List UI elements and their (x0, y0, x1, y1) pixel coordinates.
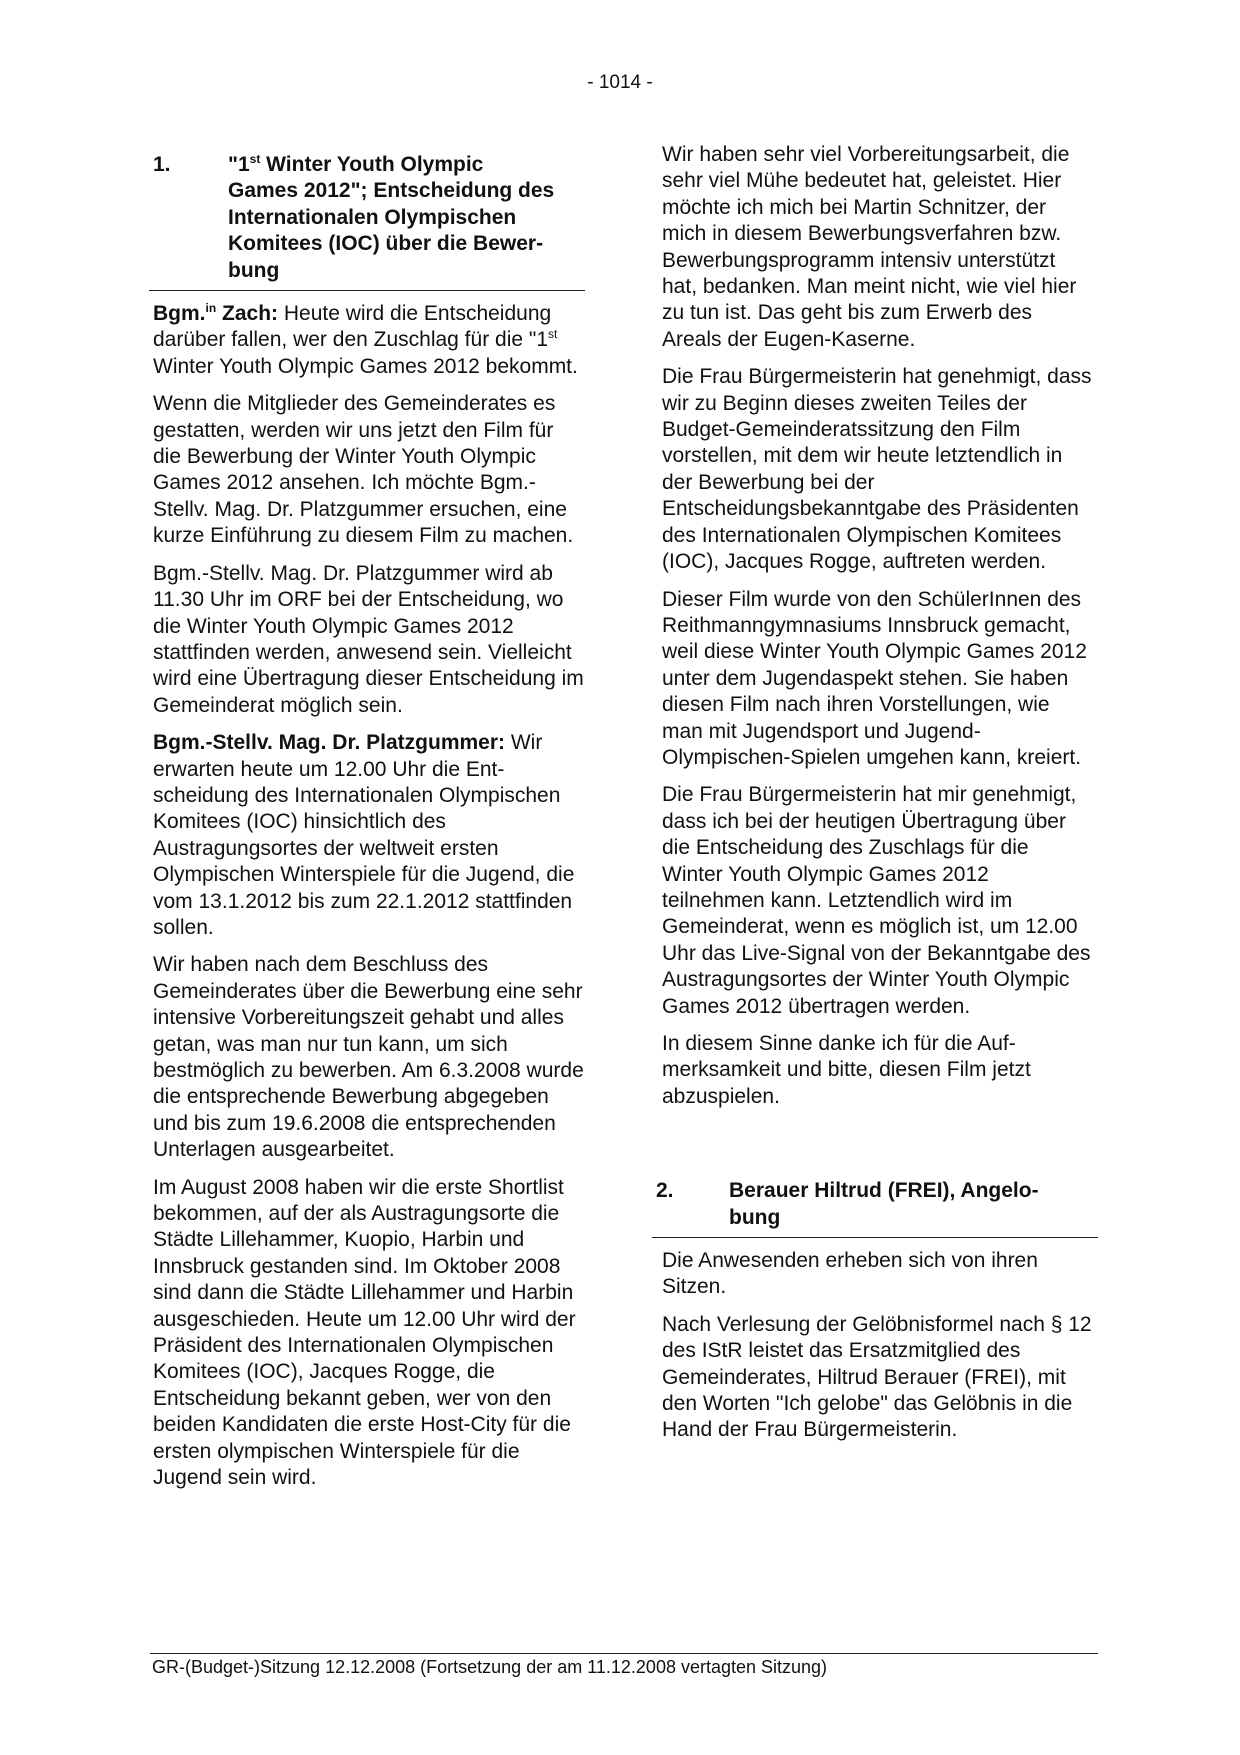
right-column (656, 142, 1094, 1455)
paragraph: Wir haben nach dem Beschluss des Gemeinderates über die Bewerbung eine sehr intensive Vorbereitungszeit gehabt und alles getan, was man nur tun kann, um sich bestmöglich zu bewerben. Am 6.3.2008 wurde die entsprechende Bewerbung abgegeben und bis zum 19.6.2008 die entsprechenden Unterlagen ausgearbeitet. (153, 953, 584, 1162)
paragraph: Die Anwesenden erheben sich von ihren Sitzen. (662, 1249, 1038, 1299)
paragraph: Dieser Film wurde von den SchülerInnen des Reithmanngymnasiums Innsbruck gemacht, weil diese Winter Youth Olympic Games 2012 unter dem Jugendaspekt stehen. Sie haben diesen Film nach ihren Vorstellungen, wie man mit Jugendsport und Jugend-Olympischen-Spielen umgehen kann, kreiert. (662, 587, 1087, 769)
paragraph: Wir haben sehr viel Vorbereitungsarbeit, die sehr viel Mühe bedeutet hat, geleistet. Hier möchte ich mich bei Martin Schnitzer, der mich in diesem Bewerbungsverfahren bzw. Bewerbungsprogramm intensiv unterstützt hat, bedanken. Man meint nicht, wie viel hier zu tun ist. Das geht bis zum Erwerb des Areals der Eugen-Kaserne. (662, 143, 1077, 351)
agenda-item-2-heading (656, 1178, 1094, 1237)
page-number: - 1014 - (587, 72, 653, 93)
paragraph: In diesem Sinne danke ich für die Aufmerksamkeit und bitte, diesen Film jetzt abzuspielen. (662, 1032, 1031, 1108)
agenda-item-1-number: 1. (153, 153, 171, 176)
left-column (153, 152, 585, 1503)
footer-divider (150, 1653, 1098, 1654)
agenda-item-1-heading (153, 152, 585, 290)
paragraph: Wenn die Mitglieder des Gemeinderates es gestatten, werden wir uns jetzt den Film für die Bewerbung der Winter Youth Olympic Games 2012 ansehen. Ich möchte Bgm.-Stellv. Mag. Dr. Platzgummer ersuchen, eine kurze Einführung zu diesem Film zu machen. (153, 392, 574, 548)
paragraph: Die Frau Bürgermeisterin hat mir genehmigt, dass ich bei der heutigen Übertragung über die Entscheidung des Zuschlags für die Winter Youth Olympic Games 2012 teilnehmen kann. Letztendlich wird im Gemeinderat, wenn es möglich ist, um 12.00 Uhr das Live-Signal von der Bekanntgabe des Austragungsortes der Winter Youth Olympic Games 2012 übertragen werden. (662, 783, 1091, 1018)
heading-divider (652, 1237, 1098, 1238)
speech-platzgummer: Bgm.-Stellv. Mag. Dr. Platzgummer: Wir erwarten heute um 12.00 Uhr die Entscheidung des Internationalen Olympischen Komitees (IOC) hinsichtlich des Austragungsortes der weltweit ersten Olympischen Winterspiele für die Jugend, die vom 13.1.2012 bis zum 22.1.2012 stattfinden sollen. (153, 731, 575, 939)
paragraph: Im August 2008 haben wir die erste Shortlist bekommen, auf der als Austragungsorte die Städte Lillehammer, Kuopio, Harbin und Innsbruck gestanden sind. Im Oktober 2008 sind dann die Städte Lillehammer und Harbin ausgeschieden. Heute um 12.00 Uhr wird der Präsident des Internationalen Olympischen Komitees (IOC), Jacques Rogge, die Entscheidung bekannt geben, wer von den beiden Kandidaten die erste Host-City für die ersten olympischen Winterspiele für die Jugend sein wird. (153, 1175, 576, 1490)
speech-zach: Bgm.$^{in}$ Zach: Heute wird die Entscheidung darüber fallen, wer den Zuschlag für die "1st Winter Youth Olympic Games 2012 bekommt. (153, 301, 578, 378)
heading-divider (149, 290, 585, 291)
agenda-item-2-title: Berauer Hiltrud (FREI), Angelobung (729, 1179, 1039, 1229)
paragraph: Die Frau Bürgermeisterin hat genehmigt, dass wir zu Beginn dieses zweiten Teiles der Budget-Gemeinderatssitzung den Film vorstellen, mit dem wir heute letztendlich in der Bewerbung bei der Entscheidungsbekanntgabe des Präsidenten des Internationalen Olympischen Komitees (IOC), Jacques Rogge, auftreten werden. (662, 365, 1092, 574)
paragraph: Nach Verlesung der Gelöbnisformel nach § 12 des IStR leistet das Ersatzmitglied des Gemeinderates, Hiltrud Berauer (FREI), mit den Worten "Ich gelobe" das Gelöbnis in die Hand der Frau Bürgermeisterin. (662, 1312, 1092, 1442)
agenda-item-1-title: "1st Winter Youth Olympic Games 2012"; Entscheidung des Internationalen Olympischen Komitees (IOC) über die Bewerbung (228, 152, 555, 282)
agenda-item-2-number: 2. (656, 1179, 674, 1203)
speaker-name: Bgm.$^{in}$ Zach: (153, 301, 279, 326)
paragraph: Bgm.-Stellv. Mag. Dr. Platzgummer wird ab 11.30 Uhr im ORF bei der Entscheidung, wo die Winter Youth Olympic Games 2012 stattfinden werden, anwesend sein. Vielleicht wird eine Übertragung dieser Entscheidung im Gemeinderat möglich sein. (153, 561, 584, 717)
speaker-name: Bgm.-Stellv. Mag. Dr. Platzgummer: (153, 731, 506, 755)
page-footer: GR-(Budget-)Sitzung 12.12.2008 (Fortsetzung der am 11.12.2008 vertagten Sitzung) (152, 1657, 828, 1677)
